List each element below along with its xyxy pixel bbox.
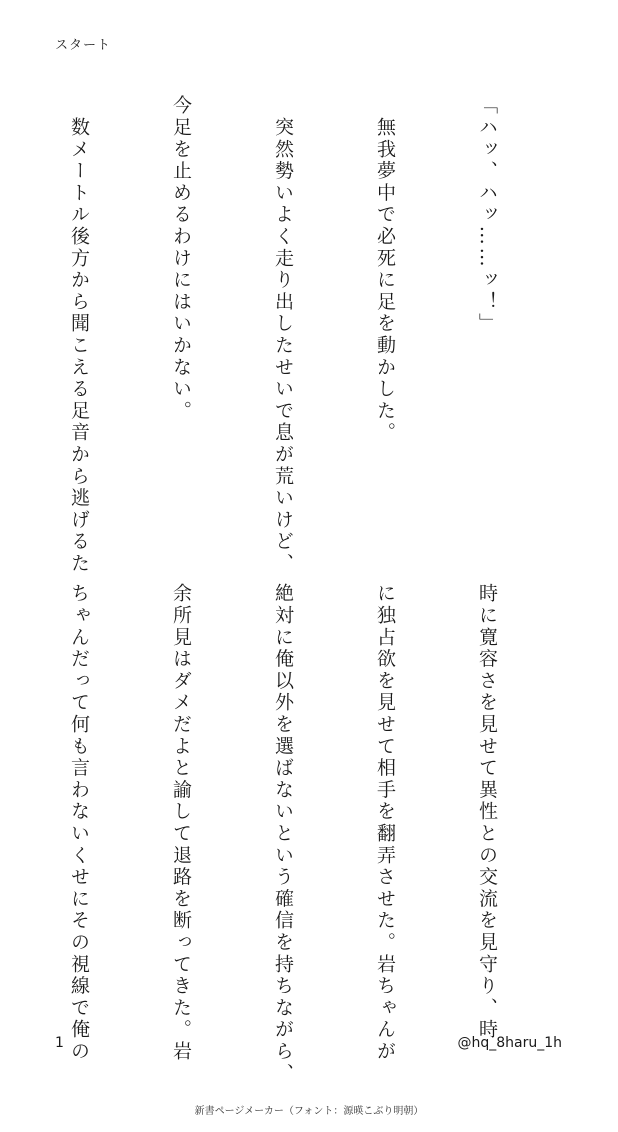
text-line: に独占欲を見せて相手を翻弄させた。岩ちゃんが <box>374 583 396 1063</box>
text-line: 突然勢いよく走り出したせいで息が荒いけど、 <box>272 95 294 575</box>
author-handle: @hq_8haru_1h <box>457 1035 562 1051</box>
maker-credit: 新書ページメーカー（フォント：源暎こぶり明朝） <box>194 1106 424 1117</box>
text-line: 余所見はダメだよと諭して退路を断ってきた。岩 <box>170 583 192 1063</box>
text-line: 絶対に俺以外を選ばないという確信を持ちながら、 <box>272 583 294 1085</box>
page-number: 1 <box>55 1035 64 1051</box>
text-line: 今足を止めるわけにはいかない。 <box>170 95 192 422</box>
text-line: 「ハッ、ハッ……ッ！」 <box>476 95 498 335</box>
page-title: スタート <box>55 38 112 53</box>
text-line: 時に寛容さを見せて異性との交流を見守り、時 <box>476 583 498 1041</box>
text-column-top <box>0 95 572 575</box>
text-line: ちゃんだって何も言わないくせにその視線で俺の <box>68 583 90 1063</box>
text-line: 無我夢中で必死に足を動かした。 <box>374 95 396 444</box>
text-line: 数メートル後方から聞こえる足音から逃げるた <box>68 95 90 575</box>
